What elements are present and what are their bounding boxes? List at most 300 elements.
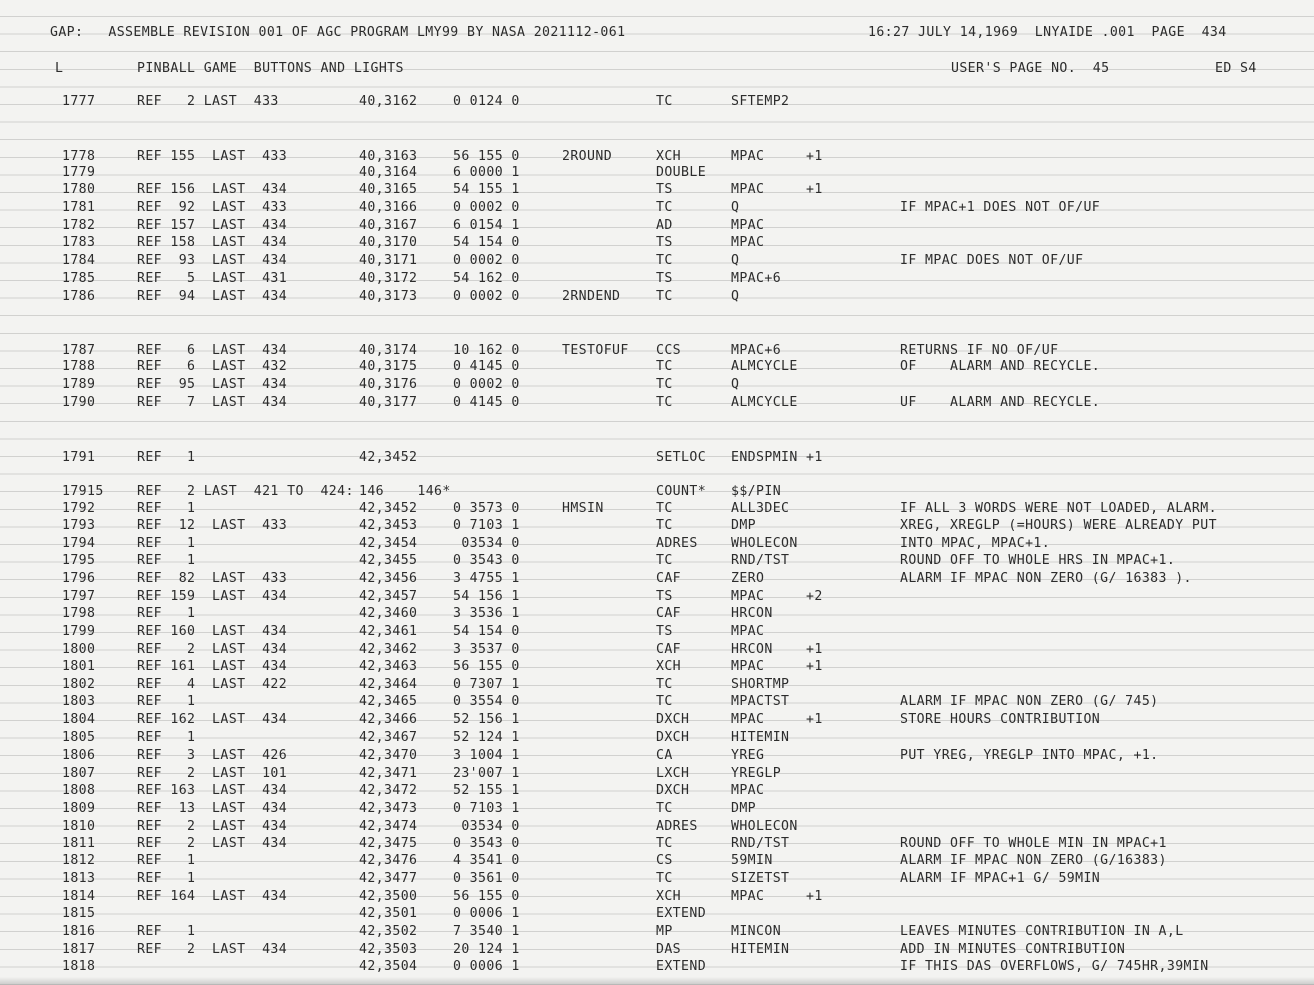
cell-ref: REF 2 LAST 434 (137, 942, 288, 957)
cell-comment: LEAVES MINUTES CONTRIBUTION IN A,L (900, 924, 1184, 939)
cell-addr: 42,3456 (359, 571, 418, 586)
cell-operand: RND/TST (731, 836, 790, 851)
listing-row (0, 713, 1314, 728)
cell-line: 1810 (62, 819, 96, 834)
header-assembly-line: GAP: ASSEMBLE REVISION 001 OF AGC PROGRAM LMY99 BY NASA 2021112-061 (50, 25, 626, 40)
cell-line: 1787 (62, 343, 96, 358)
cell-line: 1792 (62, 501, 96, 516)
listing-row (0, 519, 1314, 534)
cell-word: 52 156 1 (453, 712, 520, 727)
cell-op: COUNT* (656, 484, 707, 499)
cell-addr: 42,3452 (359, 501, 418, 516)
cell-word: 6 0154 1 (453, 218, 520, 233)
cell-word: 54 156 1 (453, 589, 520, 604)
cell-word: 52 155 1 (453, 783, 520, 798)
cell-comment: ROUND OFF TO WHOLE MIN IN MPAC+1 (900, 836, 1167, 851)
cell-op: CCS (656, 343, 682, 358)
header-section-title: PINBALL GAME BUTTONS AND LIGHTS (137, 61, 404, 76)
cell-line: 17915 (62, 484, 104, 499)
cell-op: TS (656, 235, 673, 250)
listing-row (0, 872, 1314, 887)
cell-op: TC (656, 677, 673, 692)
cell-word: 0 0002 0 (453, 377, 520, 392)
cell-comment: ROUND OFF TO WHOLE HRS IN MPAC+1. (900, 553, 1176, 568)
cell-line: 1807 (62, 766, 96, 781)
cell-operand: YREG (731, 748, 765, 763)
cell-line: 1793 (62, 518, 96, 533)
cell-label: 2RNDEND (562, 289, 621, 304)
cell-operand: SIZETST (731, 871, 790, 886)
cell-word: 0 0124 0 (453, 94, 520, 109)
listing-row (0, 890, 1314, 905)
listing-row (0, 802, 1314, 817)
cell-ref: REF 1 (137, 553, 196, 568)
cell-line: 1803 (62, 694, 96, 709)
cell-line: 1814 (62, 889, 96, 904)
cell-word: 0 3573 0 (453, 501, 520, 516)
cell-ref: REF 1 (137, 536, 196, 551)
listing-row (0, 784, 1314, 799)
cell-operand: MPAC +1 (731, 659, 823, 674)
cell-addr: 40,3163 (359, 149, 418, 164)
cell-line: 1812 (62, 853, 96, 868)
cell-operand: $$/PIN (731, 484, 782, 499)
cell-comment: IF MPAC DOES NOT OF/UF (900, 253, 1084, 268)
cell-operand: WHOLECON (731, 819, 798, 834)
cell-line: 1798 (62, 606, 96, 621)
cell-comment: PUT YREG, YREGLP INTO MPAC, +1. (900, 748, 1159, 763)
cell-op: TC (656, 359, 673, 374)
cell-op: TC (656, 836, 673, 851)
cell-line: 1815 (62, 906, 96, 921)
listing-row (0, 925, 1314, 940)
cell-line: 1808 (62, 783, 96, 798)
listing-row (0, 150, 1314, 165)
cell-op: DXCH (656, 783, 690, 798)
cell-ref: REF 82 LAST 433 (137, 571, 288, 586)
cell-ref: REF 3 LAST 426 (137, 748, 288, 763)
cell-line: 1806 (62, 748, 96, 763)
cell-op: TS (656, 589, 673, 604)
cell-operand: MPAC (731, 624, 765, 639)
cell-addr: 42,3503 (359, 942, 418, 957)
cell-word: 54 154 0 (453, 235, 520, 250)
cell-line: 1813 (62, 871, 96, 886)
listing-row (0, 95, 1314, 110)
cell-line: 1777 (62, 94, 96, 109)
listing-row (0, 183, 1314, 198)
cell-ref: REF 4 LAST 422 (137, 677, 288, 692)
cell-line: 1804 (62, 712, 96, 727)
cell-op: TC (656, 253, 673, 268)
cell-word: 0 0002 0 (453, 289, 520, 304)
cell-word: 0 7307 1 (453, 677, 520, 692)
listing-row (0, 943, 1314, 958)
cell-operand: MPAC +1 (731, 712, 823, 727)
cell-ref: REF 2 LAST 101 (137, 766, 288, 781)
cell-addr: 40,3162 (359, 94, 418, 109)
cell-addr: 40,3167 (359, 218, 418, 233)
cell-word: 54 162 0 (453, 271, 520, 286)
cell-word: 3 4755 1 (453, 571, 520, 586)
cell-line: 1802 (62, 677, 96, 692)
cell-operand: Q (731, 200, 740, 215)
cell-ref: REF 6 LAST 434 (137, 343, 288, 358)
cell-comment: INTO MPAC, MPAC+1. (900, 536, 1051, 551)
cell-line: 1784 (62, 253, 96, 268)
listing-row (0, 695, 1314, 710)
cell-op: TS (656, 624, 673, 639)
cell-line: 1817 (62, 942, 96, 957)
listing-row (0, 485, 1314, 500)
cell-op: TS (656, 182, 673, 197)
cell-op: TC (656, 694, 673, 709)
cell-ref: REF 1 (137, 871, 196, 886)
cell-ref: REF 2 LAST 434 (137, 836, 288, 851)
cell-op: TC (656, 518, 673, 533)
cell-addr: 42,3463 (359, 659, 418, 674)
cell-word: 10 162 0 (453, 343, 520, 358)
cell-word: 54 154 0 (453, 624, 520, 639)
listing-row (0, 660, 1314, 675)
cell-addr: 42,3471 (359, 766, 418, 781)
cell-ref: REF 164 LAST 434 (137, 889, 288, 904)
cell-addr: 42,3475 (359, 836, 418, 851)
cell-word: 23'007 1 (453, 766, 520, 781)
listing-row (0, 837, 1314, 852)
cell-ref: REF 7 LAST 434 (137, 395, 288, 410)
cell-word: 20 124 1 (453, 942, 520, 957)
listing-row (0, 607, 1314, 622)
listing-row (0, 907, 1314, 922)
header-section-letter: L (55, 61, 64, 76)
cell-addr: 146 146* (359, 484, 451, 499)
cell-ref: REF 94 LAST 434 (137, 289, 288, 304)
cell-operand: MPAC (731, 218, 765, 233)
cell-addr: 40,3173 (359, 289, 418, 304)
cell-line: 1788 (62, 359, 96, 374)
cell-word: 3 1004 1 (453, 748, 520, 763)
cell-operand: MPAC +1 (731, 182, 823, 197)
listing-row (0, 236, 1314, 251)
cell-op: TC (656, 94, 673, 109)
listing-row (0, 201, 1314, 216)
cell-operand: MPAC (731, 235, 765, 250)
cell-operand: HITEMIN (731, 730, 790, 745)
listing-row (0, 360, 1314, 375)
cell-op: EXTEND (656, 906, 707, 921)
cell-addr: 42,3465 (359, 694, 418, 709)
listing-row (0, 643, 1314, 658)
cell-operand: Q (731, 377, 740, 392)
cell-comment: ADD IN MINUTES CONTRIBUTION (900, 942, 1126, 957)
cell-addr: 42,3466 (359, 712, 418, 727)
cell-operand: RND/TST (731, 553, 790, 568)
cell-addr: 42,3462 (359, 642, 418, 657)
listing-row (0, 749, 1314, 764)
cell-line: 1795 (62, 553, 96, 568)
cell-ref: REF 95 LAST 434 (137, 377, 288, 392)
cell-addr: 40,3176 (359, 377, 418, 392)
cell-line: 1789 (62, 377, 96, 392)
cell-operand: MPAC +2 (731, 589, 823, 604)
cell-line: 1783 (62, 235, 96, 250)
cell-operand: ALMCYCLE (731, 395, 798, 410)
cell-addr: 40,3166 (359, 200, 418, 215)
cell-op: EXTEND (656, 959, 707, 974)
listing-row (0, 554, 1314, 569)
cell-label: 2ROUND (562, 149, 613, 164)
cell-addr: 42,3504 (359, 959, 418, 974)
cell-op: TC (656, 289, 673, 304)
cell-op: TC (656, 377, 673, 392)
cell-ref: REF 160 LAST 434 (137, 624, 288, 639)
listing-row (0, 378, 1314, 393)
cell-ref: REF 1 (137, 853, 196, 868)
cell-line: 1790 (62, 395, 96, 410)
cell-ref: REF 161 LAST 434 (137, 659, 288, 674)
cell-word: 56 155 0 (453, 889, 520, 904)
cell-addr: 42,3501 (359, 906, 418, 921)
cell-word: 4 3541 0 (453, 853, 520, 868)
cell-operand: HITEMIN (731, 942, 790, 957)
cell-addr: 42,3474 (359, 819, 418, 834)
cell-operand: MPAC +1 (731, 149, 823, 164)
cell-op: XCH (656, 659, 682, 674)
cell-line: 1796 (62, 571, 96, 586)
cell-label: TESTOFUF (562, 343, 629, 358)
cell-operand: DMP (731, 518, 757, 533)
cell-op: CA (656, 748, 673, 763)
cell-line: 1818 (62, 959, 96, 974)
cell-word: 54 155 1 (453, 182, 520, 197)
cell-line: 1779 (62, 165, 96, 180)
cell-op: CAF (656, 642, 682, 657)
listing-row (0, 731, 1314, 746)
cell-ref: REF 13 LAST 434 (137, 801, 288, 816)
cell-addr: 40,3175 (359, 359, 418, 374)
listing-row (0, 820, 1314, 835)
cell-ref: REF 5 LAST 431 (137, 271, 288, 286)
cell-operand: YREGLP (731, 766, 782, 781)
cell-ref: REF 12 LAST 433 (137, 518, 288, 533)
cell-operand: DMP (731, 801, 757, 816)
cell-operand: MINCON (731, 924, 782, 939)
cell-line: 1791 (62, 450, 96, 465)
cell-op: DAS (656, 942, 682, 957)
cell-comment: IF THIS DAS OVERFLOWS, G/ 745HR,39MIN (900, 959, 1209, 974)
cell-op: DXCH (656, 730, 690, 745)
cell-addr: 40,3165 (359, 182, 418, 197)
header-user-page: USER'S PAGE NO. 45 (951, 61, 1110, 76)
cell-addr: 40,3170 (359, 235, 418, 250)
cell-word: 03534 0 (453, 819, 520, 834)
cell-line: 1797 (62, 589, 96, 604)
cell-ref: REF 162 LAST 434 (137, 712, 288, 727)
cell-word: 0 4145 0 (453, 359, 520, 374)
cell-operand: Q (731, 253, 740, 268)
cell-operand: MPAC (731, 783, 765, 798)
cell-line: 1780 (62, 182, 96, 197)
cell-word: 0 0002 0 (453, 200, 520, 215)
cell-ref: REF 6 LAST 432 (137, 359, 288, 374)
cell-word: 6 0000 1 (453, 165, 520, 180)
cell-word: 7 3540 1 (453, 924, 520, 939)
listing-row (0, 254, 1314, 269)
listing-row (0, 396, 1314, 411)
cell-addr: 40,3177 (359, 395, 418, 410)
cell-addr: 40,3172 (359, 271, 418, 286)
cell-addr: 42,3461 (359, 624, 418, 639)
cell-line: 1786 (62, 289, 96, 304)
cell-comment: IF ALL 3 WORDS WERE NOT LOADED, ALARM. (900, 501, 1217, 516)
listing-row (0, 344, 1314, 359)
cell-word: 0 3543 0 (453, 836, 520, 851)
cell-word: 0 3543 0 (453, 553, 520, 568)
cell-word: 0 7103 1 (453, 801, 520, 816)
cell-addr: 40,3174 (359, 343, 418, 358)
cell-op: TC (656, 395, 673, 410)
cell-operand: MPAC+6 (731, 343, 782, 358)
cell-op: TS (656, 271, 673, 286)
cell-addr: 42,3500 (359, 889, 418, 904)
cell-operand: SFTEMP2 (731, 94, 790, 109)
cell-op: ADRES (656, 819, 698, 834)
cell-ref: REF 1 (137, 606, 196, 621)
cell-addr: 42,3472 (359, 783, 418, 798)
cell-op: TC (656, 871, 673, 886)
cell-ref: REF 1 (137, 924, 196, 939)
listing-row (0, 537, 1314, 552)
cell-ref: REF 2 LAST 434 (137, 819, 288, 834)
cell-addr: 42,3457 (359, 589, 418, 604)
cell-op: ADRES (656, 536, 698, 551)
cell-line: 1799 (62, 624, 96, 639)
listing-row (0, 960, 1314, 975)
cell-word: 0 3561 0 (453, 871, 520, 886)
cell-ref: REF 93 LAST 434 (137, 253, 288, 268)
cell-word: 03534 0 (453, 536, 520, 551)
cell-addr: 40,3171 (359, 253, 418, 268)
cell-operand: ALL3DEC (731, 501, 790, 516)
cell-line: 1782 (62, 218, 96, 233)
cell-word: 0 4145 0 (453, 395, 520, 410)
cell-op: CAF (656, 606, 682, 621)
listing-row (0, 854, 1314, 869)
cell-op: LXCH (656, 766, 690, 781)
listing-row (0, 272, 1314, 287)
listing-row (0, 290, 1314, 305)
cell-op: MP (656, 924, 673, 939)
cell-ref: REF 92 LAST 433 (137, 200, 288, 215)
cell-word: 0 0006 1 (453, 959, 520, 974)
cell-operand: ALMCYCLE (731, 359, 798, 374)
paper-edge-shadow (0, 977, 1314, 985)
cell-comment: XREG, XREGLP (=HOURS) WERE ALREADY PUT (900, 518, 1217, 533)
listing-row (0, 678, 1314, 693)
cell-addr: 42,3473 (359, 801, 418, 816)
cell-ref: REF 1 (137, 450, 196, 465)
cell-ref: REF 2 LAST 433 (137, 94, 279, 109)
cell-operand: ENDSPMIN +1 (731, 450, 823, 465)
cell-word: 3 3536 1 (453, 606, 520, 621)
cell-line: 1809 (62, 801, 96, 816)
cell-op: TC (656, 501, 673, 516)
cell-addr: 42,3452 (359, 450, 418, 465)
cell-op: TC (656, 801, 673, 816)
cell-op: XCH (656, 149, 682, 164)
header-code: ED S4 (1215, 61, 1257, 76)
cell-ref: REF 2 LAST 434 (137, 642, 288, 657)
cell-word: 56 155 0 (453, 659, 520, 674)
cell-line: 1781 (62, 200, 96, 215)
cell-addr: 40,3164 (359, 165, 418, 180)
cell-line: 1778 (62, 149, 96, 164)
cell-operand: MPACTST (731, 694, 790, 709)
cell-line: 1811 (62, 836, 96, 851)
cell-line: 1801 (62, 659, 96, 674)
cell-operand: HRCON (731, 606, 773, 621)
listing-row (0, 625, 1314, 640)
cell-addr: 42,3477 (359, 871, 418, 886)
cell-comment: ALARM IF MPAC+1 G/ 59MIN (900, 871, 1101, 886)
cell-comment: IF MPAC+1 DOES NOT OF/UF (900, 200, 1101, 215)
cell-op: TC (656, 553, 673, 568)
cell-operand: Q (731, 289, 740, 304)
cell-operand: SHORTMP (731, 677, 790, 692)
cell-operand: MPAC+6 (731, 271, 782, 286)
cell-operand: WHOLECON (731, 536, 798, 551)
cell-word: 0 0002 0 (453, 253, 520, 268)
cell-addr: 42,3464 (359, 677, 418, 692)
cell-comment: RETURNS IF NO OF/UF (900, 343, 1059, 358)
cell-comment: UF ALARM AND RECYCLE. (900, 395, 1101, 410)
cell-operand: ZERO (731, 571, 765, 586)
cell-op: SETLOC (656, 450, 707, 465)
cell-addr: 42,3454 (359, 536, 418, 551)
cell-line: 1800 (62, 642, 96, 657)
cell-comment: STORE HOURS CONTRIBUTION (900, 712, 1101, 727)
cell-ref: REF 1 (137, 730, 196, 745)
cell-label: HMSIN (562, 501, 604, 516)
cell-operand: HRCON +1 (731, 642, 823, 657)
listing-row (0, 219, 1314, 234)
cell-ref: REF 156 LAST 434 (137, 182, 288, 197)
cell-word: 3 3537 0 (453, 642, 520, 657)
cell-word: 0 3554 0 (453, 694, 520, 709)
header-timestamp-page: 16:27 JULY 14,1969 LNYAIDE .001 PAGE 434 (868, 25, 1227, 40)
cell-op: CS (656, 853, 673, 868)
cell-line: 1794 (62, 536, 96, 551)
cell-word: 0 7103 1 (453, 518, 520, 533)
cell-word: 0 0006 1 (453, 906, 520, 921)
cell-operand: MPAC +1 (731, 889, 823, 904)
cell-addr: 42,3502 (359, 924, 418, 939)
cell-ref: REF 1 (137, 501, 196, 516)
cell-comment: ALARM IF MPAC NON ZERO (G/ 745) (900, 694, 1159, 709)
cell-addr: 42,3455 (359, 553, 418, 568)
cell-ref: REF 157 LAST 434 (137, 218, 288, 233)
cell-ref: REF 1 (137, 694, 196, 709)
cell-op: CAF (656, 571, 682, 586)
cell-comment: ALARM IF MPAC NON ZERO (G/16383) (900, 853, 1167, 868)
listing-row (0, 767, 1314, 782)
cell-line: 1805 (62, 730, 96, 745)
cell-ref: REF 155 LAST 433 (137, 149, 288, 164)
listing-row (0, 502, 1314, 517)
cell-ref: REF 158 LAST 434 (137, 235, 288, 250)
cell-ref: REF 163 LAST 434 (137, 783, 288, 798)
